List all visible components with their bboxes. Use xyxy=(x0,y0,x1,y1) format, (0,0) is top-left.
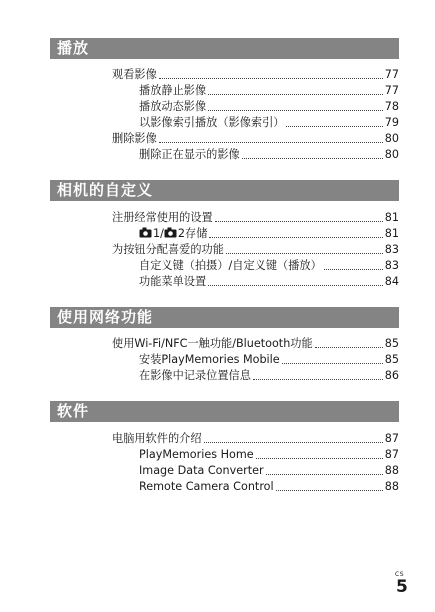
toc-entry[interactable] xyxy=(0,83,399,99)
toc-entry-title: 电脑用软件的介绍 xyxy=(112,432,202,445)
toc-leader-dots xyxy=(286,125,382,127)
toc-leader-dots xyxy=(208,284,383,286)
toc-entry-title: Remote Camera Control xyxy=(139,480,274,493)
toc-entry-page: 87 xyxy=(384,448,399,461)
section-heading-playback: 播放 xyxy=(50,38,399,59)
memory-2-label: 2存储 xyxy=(177,227,208,240)
toc-entry[interactable] xyxy=(0,226,399,242)
section-heading-software: 软件 xyxy=(50,401,399,422)
toc-entry-page: 86 xyxy=(384,369,399,382)
toc-entry[interactable] xyxy=(0,115,399,131)
toc-entry[interactable] xyxy=(0,352,399,368)
toc-entry-page: 85 xyxy=(384,353,399,366)
toc-leader-dots xyxy=(266,473,383,475)
camera-memory-icon xyxy=(164,227,177,243)
toc-leader-dots xyxy=(215,220,383,222)
toc-entry[interactable] xyxy=(0,336,399,352)
toc-leader-dots xyxy=(159,141,383,143)
camera-memory-icon xyxy=(139,227,152,243)
toc-leader-dots xyxy=(208,109,383,111)
toc-entry-title: 自定义键（拍摄）/自定义键（播放） xyxy=(139,259,322,272)
toc-entry-title: 播放静止影像 xyxy=(139,84,207,97)
toc-entry-page: 87 xyxy=(384,432,399,445)
toc-entry[interactable] xyxy=(0,431,399,447)
toc-entry-page: 77 xyxy=(384,84,399,97)
toc-entry[interactable] xyxy=(0,210,399,226)
memory-1-label: 1/ xyxy=(153,227,164,240)
toc-entry-page: 78 xyxy=(384,100,399,113)
toc-entry-page: 85 xyxy=(384,337,399,350)
toc-entry[interactable] xyxy=(0,131,399,147)
toc-leader-dots xyxy=(276,489,383,491)
toc-leader-dots xyxy=(208,93,383,95)
toc-leader-dots xyxy=(324,268,383,270)
toc-entry-title: 删除正在显示的影像 xyxy=(139,148,240,161)
section-heading-camera-customization: 相机的自定义 xyxy=(50,180,399,201)
toc-entry-page: 80 xyxy=(384,132,399,145)
toc-entry[interactable] xyxy=(0,99,399,115)
toc-entry-title: 以影像索引播放（影像索引） xyxy=(139,116,285,129)
toc-entry[interactable] xyxy=(0,147,399,163)
toc-entry[interactable] xyxy=(0,67,399,83)
toc-entry-page: 83 xyxy=(384,243,399,256)
toc-entry-page: 77 xyxy=(384,68,399,81)
toc-leader-dots xyxy=(282,362,383,364)
toc-entry[interactable] xyxy=(0,274,399,290)
toc-leader-dots xyxy=(204,441,383,443)
toc-entry-page: 79 xyxy=(384,116,399,129)
toc-leader-dots xyxy=(253,378,383,380)
toc-leader-dots xyxy=(226,252,383,254)
toc-leader-dots xyxy=(256,457,383,459)
toc-entry-title: 安装PlayMemories Mobile xyxy=(139,353,280,366)
toc-leader-dots xyxy=(242,157,383,159)
toc-entry-title: 播放动态影像 xyxy=(139,100,207,113)
toc-entry-title: 观看影像 xyxy=(112,68,157,81)
toc-leader-dots xyxy=(209,236,382,238)
toc-entry-title xyxy=(139,226,207,243)
page-number: 5 xyxy=(396,577,408,597)
toc-entry-title: 注册经常使用的设置 xyxy=(112,211,213,224)
toc-entry-page: 84 xyxy=(384,275,399,288)
toc-entry-title: 在影像中记录位置信息 xyxy=(139,369,251,382)
toc-entry-page: 81 xyxy=(384,227,399,240)
toc-entry[interactable] xyxy=(0,258,399,274)
toc-leader-dots xyxy=(315,346,383,348)
toc-entry[interactable] xyxy=(0,368,399,384)
toc-entry-page: 81 xyxy=(384,211,399,224)
language-code-label: CS xyxy=(395,571,404,578)
toc-entry-title: PlayMemories Home xyxy=(139,448,254,461)
toc-entry-page: 83 xyxy=(384,259,399,272)
toc-entry[interactable] xyxy=(0,242,399,258)
toc-entry[interactable] xyxy=(0,479,399,495)
toc-entry-title: Image Data Converter xyxy=(139,464,264,477)
toc-entry-title: 使用Wi-Fi/NFC一触功能/Bluetooth功能 xyxy=(112,337,313,350)
toc-entry-title: 为按钮分配喜爱的功能 xyxy=(112,243,224,256)
toc-entry-title: 功能菜单设置 xyxy=(139,275,207,288)
toc-leader-dots xyxy=(159,77,383,79)
toc-entry-page: 80 xyxy=(384,148,399,161)
toc-entry[interactable] xyxy=(0,447,399,463)
toc-entry-title: 删除影像 xyxy=(112,132,157,145)
section-heading-network-functions: 使用网络功能 xyxy=(50,307,399,328)
toc-entry[interactable] xyxy=(0,463,399,479)
toc-entry-page: 88 xyxy=(384,480,399,493)
toc-entry-page: 88 xyxy=(384,464,399,477)
